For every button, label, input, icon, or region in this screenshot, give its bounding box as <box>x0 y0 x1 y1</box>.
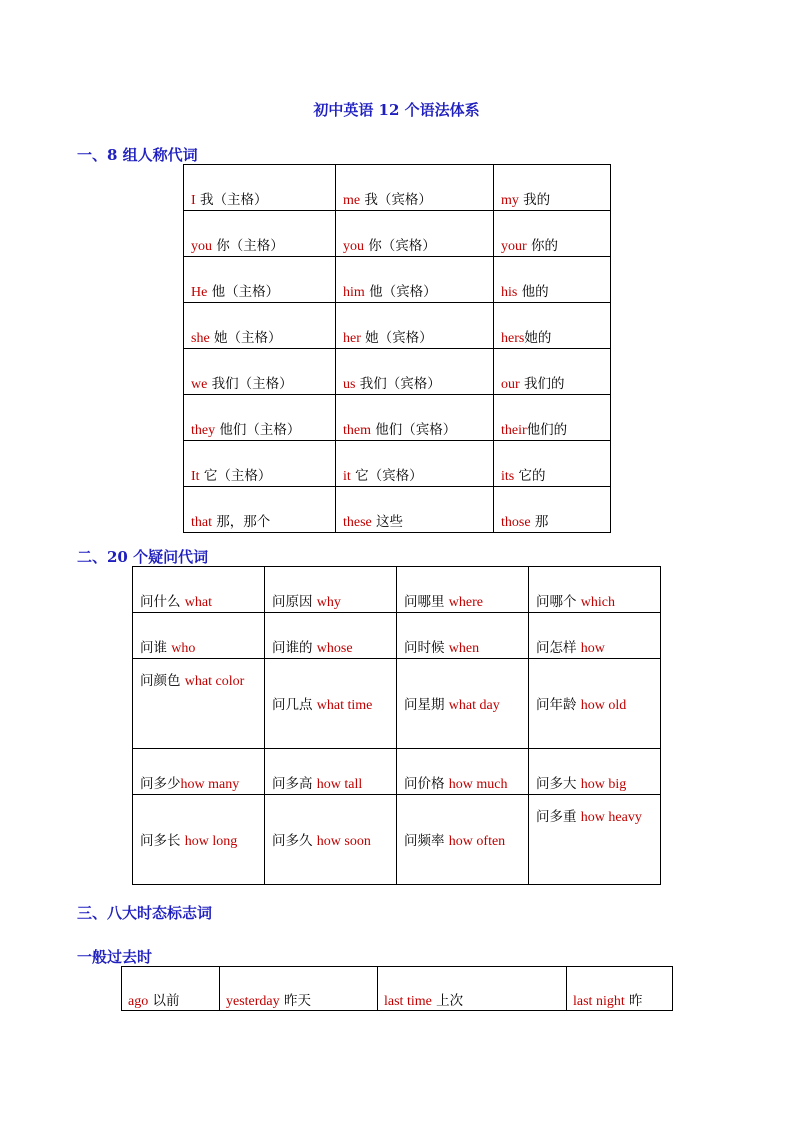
chinese-meaning: 你的 <box>526 238 558 254</box>
question-word-cell <box>397 613 529 659</box>
question-word-cell <box>265 795 397 885</box>
question-word-cell <box>529 749 661 795</box>
chinese-meaning: 以前 <box>148 993 180 1009</box>
personal-pronoun-table <box>183 164 611 533</box>
chinese-meaning: 我（主格） <box>195 192 268 208</box>
english-word: us <box>343 377 356 392</box>
english-word: these <box>343 515 372 530</box>
question-word-cell <box>133 659 265 749</box>
question-word-cell <box>133 749 265 795</box>
pronoun-cell <box>336 441 494 487</box>
chinese-meaning: 这些 <box>371 514 404 530</box>
pronoun-cell <box>494 165 611 211</box>
english-word: your <box>501 239 527 254</box>
document-title: 初中英语 12 个语法体系 <box>313 101 480 119</box>
english-word: last time <box>384 994 432 1009</box>
chinese-meaning: 问价格 <box>404 776 449 792</box>
english-word: you <box>191 239 212 254</box>
pronoun-cell <box>184 487 336 533</box>
question-word-cell <box>133 567 265 613</box>
question-word-cell <box>265 659 397 749</box>
question-word-cell <box>133 613 265 659</box>
pronoun-cell <box>494 303 611 349</box>
chinese-meaning: 那 <box>530 514 549 530</box>
pronoun-cell <box>336 257 494 303</box>
english-word: hers <box>501 331 525 346</box>
english-word: my <box>501 193 519 208</box>
pronoun-cell <box>184 441 336 487</box>
question-word-cell <box>397 749 529 795</box>
chinese-meaning: 问多重 <box>536 809 581 825</box>
tense-marker-cell <box>220 967 378 1011</box>
chinese-meaning: 他们（宾格） <box>371 422 457 438</box>
table-row <box>184 349 611 395</box>
question-word-cell <box>397 659 529 749</box>
chinese-meaning: 问几点 <box>272 696 317 713</box>
question-word-cell <box>397 795 529 885</box>
english-word: ago <box>128 994 149 1009</box>
chinese-meaning: 问什么 <box>140 594 185 610</box>
chinese-meaning: 问怎样 <box>536 640 581 656</box>
english-word: me <box>343 193 361 208</box>
tense-marker-cell <box>567 967 673 1011</box>
table-row <box>133 613 661 659</box>
english-word: that <box>191 515 212 530</box>
table-row <box>133 749 661 795</box>
english-word: how old <box>580 697 627 713</box>
chinese-meaning: 他的 <box>517 284 549 300</box>
english-word: last night <box>573 994 625 1009</box>
chinese-meaning: 她（主格） <box>209 330 282 346</box>
chinese-meaning: 你（宾格） <box>364 238 436 254</box>
english-word: who <box>171 641 196 656</box>
english-word: how big <box>580 777 627 792</box>
chinese-meaning: 问多久 <box>272 832 317 849</box>
pronoun-cell <box>336 303 494 349</box>
pronoun-cell <box>336 487 494 533</box>
pronoun-cell <box>494 395 611 441</box>
english-word: it <box>343 469 351 484</box>
english-word: He <box>191 285 208 300</box>
question-word-cell <box>265 613 397 659</box>
chinese-meaning: 问颜色 <box>140 673 185 689</box>
english-word: how <box>580 641 605 656</box>
chinese-meaning: 我的 <box>518 192 551 208</box>
simple-past-marker-table <box>121 966 673 1011</box>
tense-marker-cell <box>378 967 567 1011</box>
question-word-cell <box>133 795 265 885</box>
chinese-meaning: 问哪个 <box>536 594 581 610</box>
chinese-meaning: 它的 <box>514 468 546 484</box>
english-word: what <box>184 595 213 610</box>
english-word: their <box>501 423 527 438</box>
chinese-meaning: 她（宾格） <box>360 330 433 346</box>
english-word: those <box>501 515 531 530</box>
section-heading-personal-pronouns: 一、8 组人称代词 <box>77 146 198 164</box>
english-word: her <box>343 331 361 346</box>
chinese-meaning: 问多长 <box>140 832 185 849</box>
pronoun-cell <box>184 165 336 211</box>
chinese-meaning: 我们的 <box>519 376 565 392</box>
pronoun-cell <box>494 211 611 257</box>
interrogative-pronoun-table <box>132 566 661 885</box>
chinese-meaning: 我（宾格） <box>360 192 432 208</box>
table-row <box>184 487 611 533</box>
chinese-meaning: 问年龄 <box>536 696 581 713</box>
question-word-cell <box>529 659 661 749</box>
pronoun-cell <box>184 211 336 257</box>
chinese-meaning: 问星期 <box>404 696 449 713</box>
chinese-meaning: 他们（主格） <box>215 422 301 438</box>
english-word: how soon <box>316 833 371 849</box>
table-row <box>133 567 661 613</box>
table-row <box>133 795 661 885</box>
english-word: his <box>501 285 518 300</box>
table-row <box>184 257 611 303</box>
chinese-meaning: 问多大 <box>536 776 581 792</box>
question-word-cell <box>529 613 661 659</box>
chinese-meaning: 问原因 <box>272 594 317 610</box>
english-word: she <box>191 331 210 346</box>
table-row <box>184 165 611 211</box>
chinese-meaning: 昨 <box>624 993 643 1009</box>
pronoun-cell <box>494 349 611 395</box>
chinese-meaning: 上次 <box>431 993 464 1009</box>
table-row <box>184 303 611 349</box>
pronoun-cell <box>184 303 336 349</box>
english-word: where <box>448 595 483 610</box>
chinese-meaning: 他（宾格） <box>364 284 437 300</box>
chinese-meaning: 问多少 <box>140 776 181 792</box>
english-word: It <box>191 469 200 484</box>
table-row <box>184 441 611 487</box>
section-heading-tense-markers: 三、八大时态标志词 <box>77 904 213 922</box>
question-word-cell <box>529 567 661 613</box>
tense-marker-cell <box>122 967 220 1011</box>
chinese-meaning: 昨天 <box>279 993 311 1009</box>
section-heading-interrogative-pronouns: 二、20 个疑问代词 <box>77 548 209 566</box>
pronoun-cell <box>494 441 611 487</box>
pronoun-cell <box>184 257 336 303</box>
table-row <box>184 211 611 257</box>
english-word: when <box>448 641 480 656</box>
chinese-meaning: 问谁 <box>140 640 172 656</box>
english-word: what day <box>448 697 500 713</box>
chinese-meaning: 问多高 <box>272 776 317 792</box>
chinese-meaning: 她的 <box>524 330 552 346</box>
english-word: you <box>343 239 364 254</box>
english-word: we <box>191 377 208 392</box>
chinese-meaning: 它（主格） <box>199 468 272 484</box>
chinese-meaning: 问谁的 <box>272 640 317 656</box>
subheading-simple-past: 一般过去时 <box>77 948 153 966</box>
english-word: them <box>343 423 371 438</box>
english-word: him <box>343 285 365 300</box>
pronoun-cell <box>494 487 611 533</box>
english-word: which <box>580 595 616 610</box>
pronoun-cell <box>336 165 494 211</box>
english-word: how long <box>184 833 238 849</box>
chinese-meaning: 我们（宾格） <box>355 376 441 392</box>
pronoun-cell <box>336 211 494 257</box>
english-word: how much <box>448 777 508 792</box>
chinese-meaning: 他们的 <box>526 422 568 438</box>
chinese-meaning: 他（主格） <box>207 284 280 300</box>
english-word: how tall <box>316 777 363 792</box>
pronoun-cell <box>336 349 494 395</box>
english-word: whose <box>316 641 353 656</box>
english-word: yesterday <box>226 994 280 1009</box>
pronoun-cell <box>184 349 336 395</box>
chinese-meaning: 那，那个 <box>212 514 271 530</box>
english-word: why <box>316 595 341 610</box>
table-row <box>122 967 673 1011</box>
table-row <box>133 659 661 749</box>
english-word: I <box>191 193 196 208</box>
chinese-meaning: 问时候 <box>404 640 449 656</box>
pronoun-cell <box>336 395 494 441</box>
question-word-cell <box>265 567 397 613</box>
chinese-meaning: 我们（主格） <box>207 376 293 392</box>
question-word-cell <box>529 795 661 885</box>
chinese-meaning: 你（主格） <box>212 238 284 254</box>
english-word: what color <box>184 674 245 689</box>
english-word: how often <box>448 833 506 849</box>
english-word: how heavy <box>580 810 642 825</box>
question-word-cell <box>397 567 529 613</box>
english-word: how many <box>180 777 240 792</box>
chinese-meaning: 问频率 <box>404 832 449 849</box>
chinese-meaning: 它（宾格） <box>350 468 423 484</box>
english-word: our <box>501 377 520 392</box>
pronoun-cell <box>494 257 611 303</box>
question-word-cell <box>265 749 397 795</box>
chinese-meaning: 问哪里 <box>404 594 449 610</box>
table-row <box>184 395 611 441</box>
english-word: its <box>501 469 515 484</box>
english-word: what time <box>316 697 373 713</box>
pronoun-cell <box>184 395 336 441</box>
english-word: they <box>191 423 216 438</box>
